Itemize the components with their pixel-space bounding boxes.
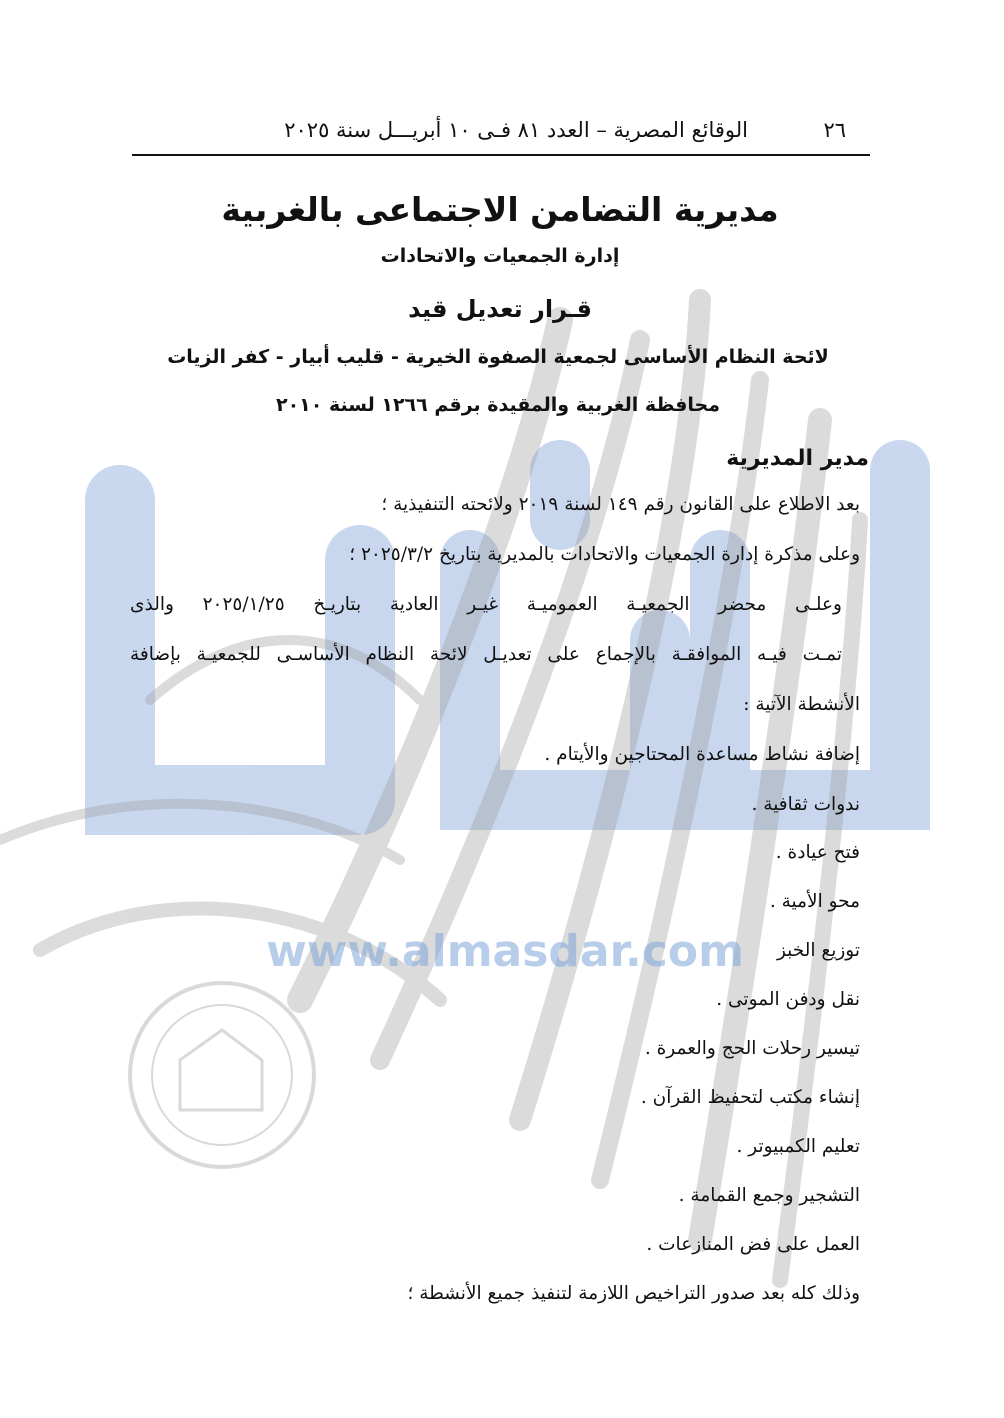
list-item: توزيع الخبز: [776, 940, 860, 961]
department-title: إدارة الجمعيات والاتحادات: [380, 245, 620, 267]
list-item: محو الأمية .: [769, 891, 860, 912]
paragraph-assembly-line2: تمـت فيـه الموافقـة بالإجماع على تعديـل لائحة النظام الأساسـى للجمعيـة بإضافة: [130, 644, 842, 665]
issuer-heading: مدير المديرية: [726, 446, 869, 471]
list-item: إضافة نشاط مساعدة المحتاجين والأيتام .: [544, 744, 860, 765]
paragraph-assembly-line1: وعلـى محضر الجمعيـة العموميـة غيـر العادية بتاريـخ ٢٠٢٥/١/٢٥ والذى: [130, 594, 842, 615]
decision-title: قـرار تعديل قيد: [408, 295, 592, 323]
list-item: ندوات ثقافية .: [751, 794, 860, 815]
header-divider: [132, 154, 870, 156]
list-item: إنشاء مكتب لتحفيظ القرآن .: [640, 1087, 860, 1108]
paragraph-law-reference: بعد الاطلاع على القانون رقم ١٤٩ لسنة ٢٠١٩ ولائحته التنفيذية ؛: [381, 494, 860, 515]
closing-paragraph: وذلك كله بعد صدور التراخيص اللازمة لتنفيذ جميع الأنشطة ؛: [407, 1283, 860, 1304]
subject-line-2: محافظة الغربية والمقيدة برقم ١٢٦٦ لسنة ٢٠١٠: [275, 394, 720, 416]
list-item: تيسير رحلات الحج والعمرة .: [644, 1038, 860, 1059]
paragraph-memo-reference: وعلى مذكرة إدارة الجمعيات والاتحادات بالمديرية بتاريخ ٢٠٢٥/٣/٢ ؛: [349, 544, 860, 565]
list-item: التشجير وجمع القمامة .: [678, 1185, 860, 1206]
page-number: ٢٦: [823, 118, 846, 142]
publication-line: الوقائع المصرية – العدد ٨١ فـى ١٠ أبريـــل سنة ٢٠٢٥: [284, 118, 748, 142]
directorate-title: مديرية التضامن الاجتماعى بالغربية: [221, 190, 779, 229]
paragraph-assembly-line3: الأنشطة الآتية :: [743, 694, 860, 715]
list-item: العمل على فض المنازعات .: [646, 1234, 860, 1255]
list-item: تعليم الكمبيوتر .: [736, 1136, 860, 1157]
list-item: فتح عيادة .: [775, 842, 860, 863]
watermark-url: www.almasdar.com: [266, 926, 744, 977]
list-item: نقل ودفن الموتى .: [716, 989, 860, 1010]
subject-line-1: لائحة النظام الأساسى لجمعية الصفوة الخيرية - قليب أبيار - كفر الزيات: [167, 346, 829, 368]
page-header: [130, 118, 870, 152]
